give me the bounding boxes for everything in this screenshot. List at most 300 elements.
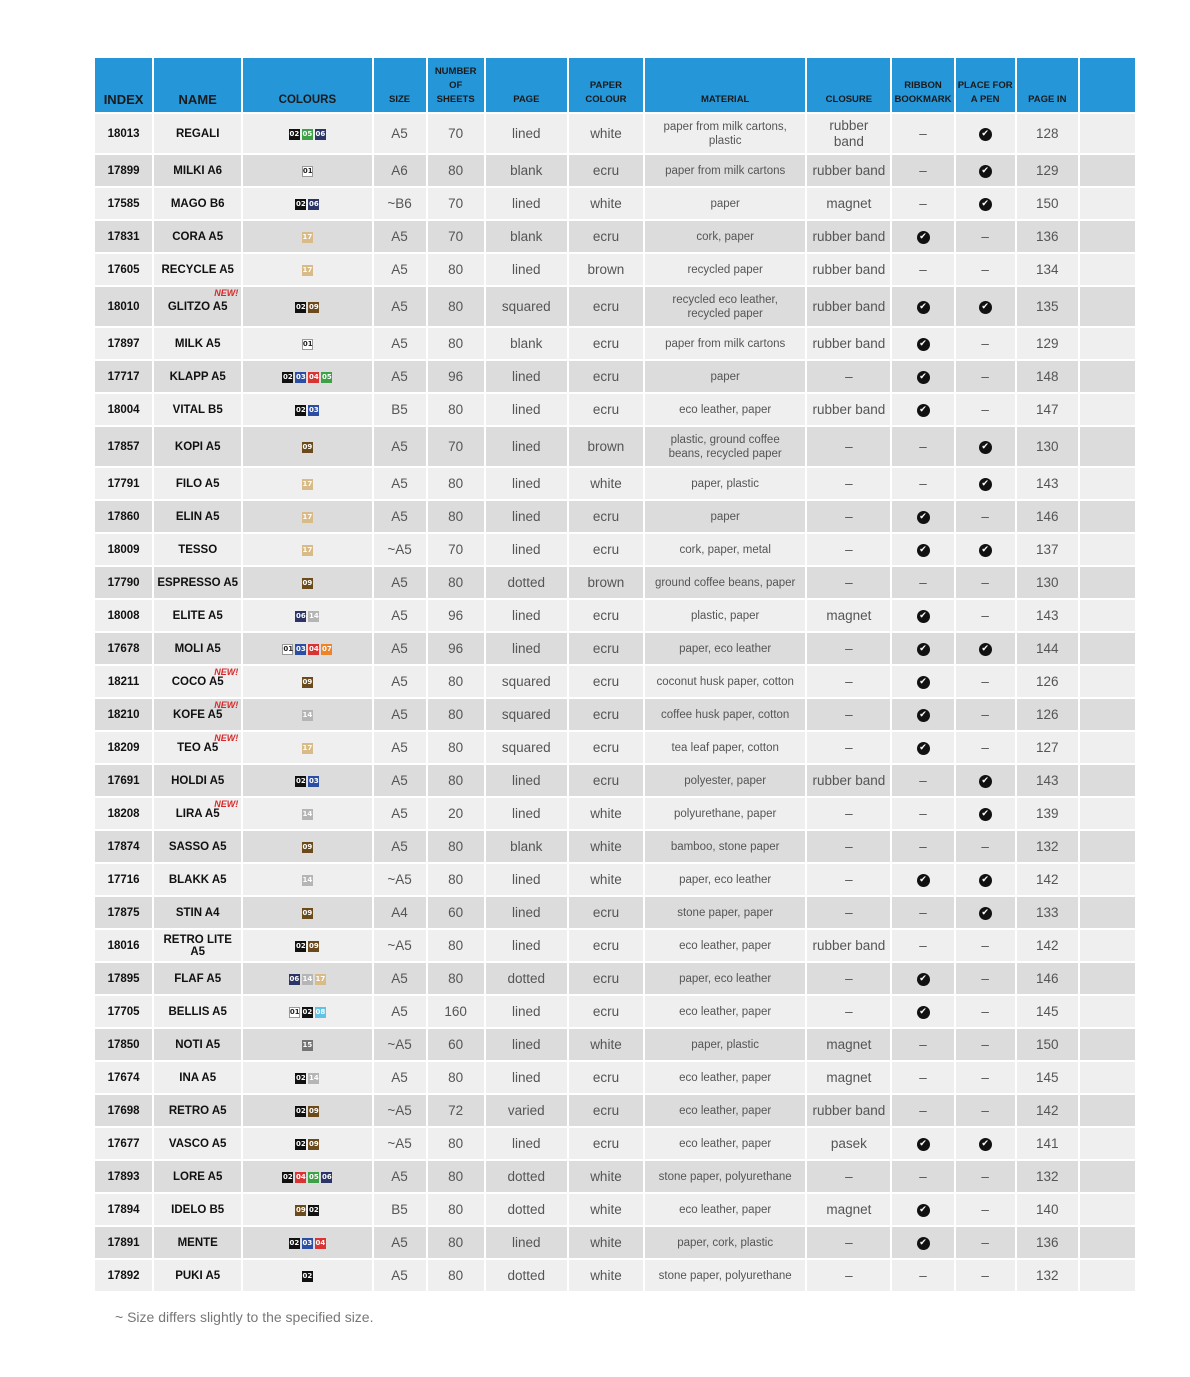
cell-page: lined: [486, 501, 567, 532]
cell-page-in: 137: [1017, 534, 1078, 565]
cell-size: A5: [374, 328, 426, 359]
cell-extra: [1080, 1062, 1135, 1093]
cell-place-for-pen: [956, 567, 1015, 598]
cell-material: [645, 254, 805, 285]
cell-size: A5: [374, 287, 426, 326]
cell-page-in: 143: [1017, 765, 1078, 796]
closure-line: rubber band: [812, 772, 886, 788]
cell-name: [154, 1062, 241, 1093]
cell-place-for-pen: [956, 361, 1015, 392]
cell-size: A5: [374, 600, 426, 631]
table-row: [95, 1062, 1135, 1093]
header-place-for-pen: [956, 58, 1015, 112]
cell-extra: [1080, 963, 1135, 994]
cell-place-for-pen: [956, 633, 1015, 664]
colour-swatch: 02: [296, 1106, 306, 1115]
cell-ribbon-bookmark: [892, 666, 953, 697]
closure-line: magnet: [826, 195, 872, 211]
cell-name: [154, 1194, 241, 1225]
cell-sheets: 80: [428, 864, 484, 895]
cell-material: [645, 361, 805, 392]
dash-mark: –: [919, 905, 927, 920]
cell-index: 17850: [95, 1029, 152, 1060]
closure-line: rubber band: [812, 937, 886, 953]
closure-line: –: [845, 838, 853, 854]
cell-paper-colour: white: [569, 831, 643, 862]
cell-size: ~B6: [374, 188, 426, 219]
dash-mark: –: [981, 1169, 989, 1184]
cell-name: [154, 394, 241, 425]
colour-swatch: 02: [302, 1271, 313, 1280]
cell-colours: [243, 831, 371, 862]
cell-ribbon-bookmark: [892, 864, 953, 895]
material-line: recycled eco leather,: [672, 293, 778, 306]
cell-index: 18210: [95, 699, 152, 730]
dash-mark: –: [981, 336, 989, 351]
closure-line: –: [845, 1168, 853, 1184]
material-line: paper from milk cartons: [665, 337, 786, 350]
table-row: [95, 1161, 1135, 1192]
cell-paper-colour: white: [569, 188, 643, 219]
cell-extra: [1080, 633, 1135, 664]
cell-sheets: 80: [428, 328, 484, 359]
cell-page-in: 146: [1017, 501, 1078, 532]
cell-name: [154, 633, 241, 664]
cell-ribbon-bookmark: [892, 1095, 953, 1126]
cell-page: varied: [486, 1095, 567, 1126]
cell-colours: [243, 1227, 371, 1258]
cell-closure: [807, 633, 890, 664]
cell-place-for-pen: [956, 427, 1015, 466]
check-icon: ✔: [979, 301, 992, 314]
header-pen-line-1: PLACE FOR: [957, 80, 1013, 91]
cell-page-in: 133: [1017, 897, 1078, 928]
cell-paper-colour: brown: [569, 427, 643, 466]
table-row: [95, 798, 1135, 829]
dash-mark: –: [981, 402, 989, 417]
cell-material: [645, 328, 805, 359]
closure-line: –: [845, 640, 853, 656]
product-name: CORA A5: [172, 230, 224, 243]
closure-line: –: [845, 739, 853, 755]
cell-index: 18211: [95, 666, 152, 697]
colour-swatch: 05: [322, 372, 332, 381]
cell-closure: [807, 930, 890, 961]
cell-page: dotted: [486, 963, 567, 994]
colour-swatch: 17: [302, 545, 313, 554]
cell-index: 18209: [95, 732, 152, 763]
colour-swatch: 06: [296, 611, 306, 620]
cell-page-in: 136: [1017, 221, 1078, 252]
cell-index: 17895: [95, 963, 152, 994]
cell-closure: [807, 501, 890, 532]
cell-size: A5: [374, 114, 426, 153]
cell-sheets: 70: [428, 221, 484, 252]
cell-sheets: 80: [428, 1062, 484, 1093]
check-icon: ✔: [979, 478, 992, 491]
cell-closure: [807, 468, 890, 499]
cell-colours: [243, 1161, 371, 1192]
colour-swatch: 09: [309, 1106, 319, 1115]
cell-page-in: 143: [1017, 600, 1078, 631]
cell-closure: [807, 897, 890, 928]
colour-swatch: 08: [315, 1007, 326, 1016]
cell-place-for-pen: [956, 1062, 1015, 1093]
product-name: MENTE: [177, 1236, 218, 1249]
cell-closure: [807, 666, 890, 697]
closure-line: magnet: [826, 607, 872, 623]
cell-name: [154, 1260, 241, 1291]
cell-name: [154, 188, 241, 219]
cell-page-in: 147: [1017, 394, 1078, 425]
dash-mark: –: [919, 575, 927, 590]
colour-swatch: 14: [302, 809, 313, 818]
cell-place-for-pen: [956, 534, 1015, 565]
colour-swatch: 02: [289, 1238, 300, 1247]
cell-page-in: 140: [1017, 1194, 1078, 1225]
cell-place-for-pen: [956, 765, 1015, 796]
cell-sheets: 80: [428, 963, 484, 994]
check-icon: ✔: [979, 643, 992, 656]
dash-mark: –: [919, 938, 927, 953]
table-row: [95, 1128, 1135, 1159]
cell-material: [645, 996, 805, 1027]
cell-material: [645, 188, 805, 219]
cell-size: A6: [374, 155, 426, 186]
cell-place-for-pen: [956, 501, 1015, 532]
product-name: REGALI: [175, 127, 220, 140]
product-name: LIRA A5: [175, 807, 220, 820]
cell-paper-colour: ecru: [569, 1128, 643, 1159]
cell-size: ~A5: [374, 930, 426, 961]
table-header: [95, 58, 1135, 112]
cell-index: 18009: [95, 534, 152, 565]
cell-size: A5: [374, 468, 426, 499]
cell-ribbon-bookmark: [892, 361, 953, 392]
check-icon: ✔: [979, 1138, 992, 1151]
closure-line: rubber band: [812, 335, 886, 351]
colour-swatch: 04: [309, 372, 319, 381]
cell-size: A5: [374, 361, 426, 392]
cell-sheets: 80: [428, 501, 484, 532]
closure-line: –: [845, 673, 853, 689]
dash-mark: –: [981, 369, 989, 384]
cell-size: B5: [374, 394, 426, 425]
cell-page-in: 145: [1017, 1062, 1078, 1093]
cell-sheets: 80: [428, 1260, 484, 1291]
table-row: [95, 1095, 1135, 1126]
dash-mark: –: [981, 971, 989, 986]
table-row: [95, 699, 1135, 730]
cell-size: A5: [374, 254, 426, 285]
cell-ribbon-bookmark: [892, 155, 953, 186]
colour-swatch: 09: [302, 908, 313, 917]
cell-extra: [1080, 328, 1135, 359]
cell-page: lined: [486, 1029, 567, 1060]
cell-sheets: 80: [428, 567, 484, 598]
cell-page-in: 134: [1017, 254, 1078, 285]
cell-index: 17857: [95, 427, 152, 466]
cell-page: dotted: [486, 1194, 567, 1225]
cell-size: A5: [374, 567, 426, 598]
colour-swatch: 03: [296, 644, 306, 653]
cell-name: [154, 732, 241, 763]
cell-extra: [1080, 1260, 1135, 1291]
material-line: eco leather, paper: [679, 403, 772, 416]
product-name: BELLIS A5: [168, 1005, 227, 1018]
cell-closure: [807, 221, 890, 252]
check-icon: ✔: [917, 1204, 930, 1217]
table-row: [95, 1194, 1135, 1225]
table-row: [95, 254, 1135, 285]
cell-closure: [807, 1095, 890, 1126]
table-row: [95, 361, 1135, 392]
cell-closure: [807, 188, 890, 219]
cell-material: [645, 468, 805, 499]
colour-swatch: 09: [309, 941, 319, 950]
cell-extra: [1080, 221, 1135, 252]
colour-swatch: 17: [302, 232, 313, 241]
cell-page: squared: [486, 287, 567, 326]
product-name: RETRO A5: [168, 1104, 227, 1117]
header-page-in: PAGE IN: [1017, 58, 1078, 112]
product-name: TEO A5: [177, 741, 219, 754]
colour-swatch: 03: [296, 372, 306, 381]
cell-size: A5: [374, 765, 426, 796]
cell-size: ~A5: [374, 1128, 426, 1159]
cell-sheets: 70: [428, 534, 484, 565]
cell-paper-colour: ecru: [569, 600, 643, 631]
cell-sheets: 80: [428, 930, 484, 961]
check-icon: ✔: [979, 808, 992, 821]
material-line: eco leather, paper: [679, 1203, 772, 1216]
cell-index: 17860: [95, 501, 152, 532]
table-row: [95, 600, 1135, 631]
header-extra: [1080, 58, 1135, 112]
cell-paper-colour: ecru: [569, 328, 643, 359]
cell-size: A4: [374, 897, 426, 928]
cell-page: lined: [486, 1227, 567, 1258]
dash-mark: –: [981, 707, 989, 722]
colour-swatch: 01: [302, 166, 313, 175]
cell-page: lined: [486, 188, 567, 219]
new-badge: NEW!: [214, 733, 239, 743]
cell-ribbon-bookmark: [892, 328, 953, 359]
cell-closure: [807, 427, 890, 466]
dash-mark: –: [919, 806, 927, 821]
check-icon: ✔: [917, 544, 930, 557]
new-badge: NEW!: [214, 700, 239, 710]
cell-sheets: 80: [428, 1194, 484, 1225]
dash-mark: –: [919, 476, 927, 491]
product-name: RETRO LITE A5: [163, 933, 232, 958]
cell-sheets: 72: [428, 1095, 484, 1126]
cell-material: [645, 1095, 805, 1126]
cell-extra: [1080, 394, 1135, 425]
cell-page: squared: [486, 699, 567, 730]
closure-line: –: [845, 970, 853, 986]
material-line: stone paper, polyurethane: [658, 1269, 792, 1282]
cell-index: 18004: [95, 394, 152, 425]
colour-swatch: 06: [309, 199, 319, 208]
cell-colours: [243, 221, 371, 252]
dash-mark: –: [919, 1103, 927, 1118]
product-name: ELITE A5: [172, 609, 223, 622]
closure-line: rubber band: [812, 298, 886, 314]
cell-closure: [807, 798, 890, 829]
dash-mark: –: [981, 1004, 989, 1019]
cell-index: 17605: [95, 254, 152, 285]
cell-place-for-pen: [956, 963, 1015, 994]
check-icon: ✔: [917, 742, 930, 755]
colour-swatch: 04: [296, 1172, 306, 1181]
cell-material: [645, 666, 805, 697]
check-icon: ✔: [917, 1138, 930, 1151]
cell-place-for-pen: [956, 1260, 1015, 1291]
cell-page: lined: [486, 1128, 567, 1159]
dash-mark: –: [919, 1169, 927, 1184]
cell-colours: [243, 930, 371, 961]
product-name: KOPI A5: [174, 440, 221, 453]
material-line: tea leaf paper, cotton: [671, 741, 779, 754]
header-ribbon-line-2: BOOKMARK: [894, 94, 952, 105]
check-icon: ✔: [917, 511, 930, 524]
cell-extra: [1080, 1029, 1135, 1060]
cell-extra: [1080, 1095, 1135, 1126]
cell-paper-colour: white: [569, 864, 643, 895]
colour-swatch: 01: [283, 644, 294, 653]
cell-ribbon-bookmark: [892, 287, 953, 326]
cell-colours: [243, 501, 371, 532]
cell-sheets: 70: [428, 427, 484, 466]
cell-index: 17897: [95, 328, 152, 359]
header-size: SIZE: [374, 58, 426, 112]
table-row: [95, 732, 1135, 763]
cell-ribbon-bookmark: [892, 1062, 953, 1093]
header-material: MATERIAL: [645, 58, 805, 112]
cell-sheets: 80: [428, 394, 484, 425]
colour-swatch: 02: [309, 1205, 319, 1214]
product-name: HOLDI A5: [171, 774, 225, 787]
cell-index: 17874: [95, 831, 152, 862]
cell-paper-colour: white: [569, 1029, 643, 1060]
cell-sheets: 96: [428, 600, 484, 631]
cell-paper-colour: ecru: [569, 1062, 643, 1093]
cell-colours: [243, 864, 371, 895]
colour-swatch: 14: [302, 710, 313, 719]
cell-extra: [1080, 501, 1135, 532]
material-line: paper, eco leather: [679, 972, 772, 985]
table-row: [95, 394, 1135, 425]
cell-page: lined: [486, 897, 567, 928]
check-icon: ✔: [917, 404, 930, 417]
cell-closure: [807, 732, 890, 763]
cell-ribbon-bookmark: [892, 996, 953, 1027]
header-name: NAME: [154, 58, 241, 112]
product-name: TESSO: [178, 543, 218, 556]
cell-size: A5: [374, 666, 426, 697]
header-pen-line-2: A PEN: [970, 94, 1000, 105]
cell-paper-colour: white: [569, 1260, 643, 1291]
cell-page-in: 150: [1017, 188, 1078, 219]
closure-line: –: [845, 706, 853, 722]
cell-name: [154, 114, 241, 153]
header-sheets-line-3: SHEETS: [436, 94, 475, 105]
cell-page-in: 145: [1017, 996, 1078, 1027]
cell-closure: [807, 287, 890, 326]
cell-index: 17705: [95, 996, 152, 1027]
cell-ribbon-bookmark: [892, 633, 953, 664]
cell-material: [645, 633, 805, 664]
table-row: [95, 897, 1135, 928]
material-line: paper, plastic: [691, 1038, 760, 1051]
check-icon: ✔: [917, 709, 930, 722]
cell-closure: [807, 155, 890, 186]
cell-sheets: 60: [428, 897, 484, 928]
cell-page-in: 130: [1017, 427, 1078, 466]
cell-ribbon-bookmark: [892, 699, 953, 730]
cell-page: squared: [486, 732, 567, 763]
dash-mark: –: [981, 1037, 989, 1052]
table-row: [95, 287, 1135, 326]
colour-swatch: 02: [302, 1007, 313, 1016]
new-badge: NEW!: [214, 667, 239, 677]
new-badge: NEW!: [214, 288, 239, 298]
cell-closure: [807, 765, 890, 796]
cell-name: [154, 534, 241, 565]
cell-index: 17677: [95, 1128, 152, 1159]
dash-mark: –: [919, 126, 927, 141]
cell-page-in: 128: [1017, 114, 1078, 153]
cell-page-in: 127: [1017, 732, 1078, 763]
cell-index: 17893: [95, 1161, 152, 1192]
colour-swatch: 02: [296, 776, 306, 785]
cell-material: [645, 831, 805, 862]
dash-mark: –: [919, 262, 927, 277]
header-paper-colour-line-1: PAPER: [589, 80, 622, 91]
cell-place-for-pen: [956, 699, 1015, 730]
colour-swatch: 06: [315, 129, 326, 138]
check-icon: ✔: [917, 231, 930, 244]
cell-material: [645, 155, 805, 186]
material-line: stone paper, paper: [677, 906, 774, 919]
cell-ribbon-bookmark: [892, 114, 953, 153]
cell-size: A5: [374, 427, 426, 466]
product-name: IDELO B5: [171, 1203, 225, 1216]
cell-material: [645, 287, 805, 326]
cell-index: 17717: [95, 361, 152, 392]
check-icon: ✔: [917, 973, 930, 986]
cell-closure: [807, 1227, 890, 1258]
cell-place-for-pen: [956, 1095, 1015, 1126]
cell-place-for-pen: [956, 1227, 1015, 1258]
cell-page: lined: [486, 996, 567, 1027]
closure-line: rubber band: [812, 261, 886, 277]
cell-sheets: 80: [428, 666, 484, 697]
table-row: [95, 328, 1135, 359]
cell-ribbon-bookmark: [892, 254, 953, 285]
colour-swatch: 17: [302, 743, 313, 752]
closure-line: magnet: [826, 1069, 872, 1085]
cell-paper-colour: ecru: [569, 732, 643, 763]
cell-paper-colour: white: [569, 468, 643, 499]
cell-page-in: 142: [1017, 1095, 1078, 1126]
cell-extra: [1080, 155, 1135, 186]
product-name: MILK A5: [174, 337, 221, 350]
cell-name: [154, 996, 241, 1027]
material-line: plastic, paper: [690, 609, 760, 622]
colour-swatch: 02: [283, 1172, 293, 1181]
